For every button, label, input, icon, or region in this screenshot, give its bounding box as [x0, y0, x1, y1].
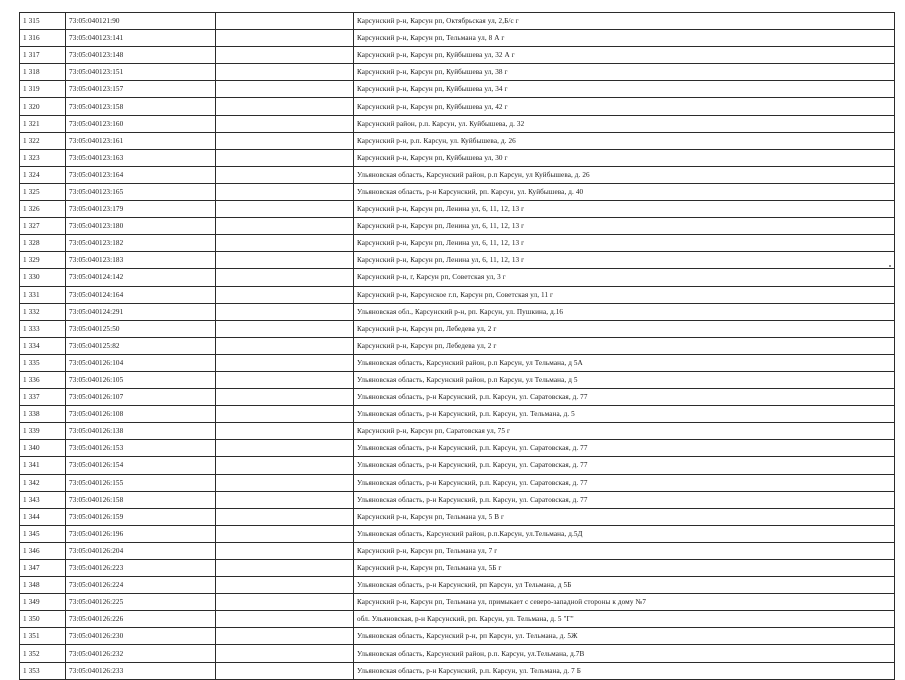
- cadastral-number-cell: 73:05:040123:158: [66, 98, 216, 115]
- table-row: [20, 183, 895, 200]
- address-cell: Ульяновская область, р-н Карсунский, р.п. Карсун, ул. Саратовская, д. 77: [354, 491, 895, 508]
- cadastral-number-cell: 73:05:040123:141: [66, 30, 216, 47]
- address-cell: Карсунский р-н, г, Карсун рп, Советская ул, 3 г: [354, 269, 895, 286]
- cadastral-number-cell: 73:05:040126:104: [66, 354, 216, 371]
- empty-cell: [216, 491, 354, 508]
- cadastral-number-cell: 73:05:040126:233: [66, 662, 216, 679]
- row-number-cell: 1 330: [20, 269, 66, 286]
- empty-cell: [216, 30, 354, 47]
- cadastral-number-cell: 73:05:040126:204: [66, 542, 216, 559]
- table-row: [20, 662, 895, 679]
- address-cell: Ульяновская область, Карсунский район, р.п Карсун, ул Тельмана, д 5: [354, 371, 895, 388]
- table-row: [20, 389, 895, 406]
- table-row: [20, 628, 895, 645]
- empty-cell: [216, 474, 354, 491]
- cadastral-number-cell: 73:05:040123:183: [66, 252, 216, 269]
- address-cell: Карсунский р-н, Карсун рп, Ленина ул, 6, 11, 12, 13 г: [354, 252, 895, 269]
- empty-cell: [216, 389, 354, 406]
- address-cell: Карсунский р-н, Карсун рп, Лебедева ул, 2 г: [354, 337, 895, 354]
- cadastral-number-cell: 73:05:040125:50: [66, 320, 216, 337]
- empty-cell: [216, 252, 354, 269]
- table-row: [20, 594, 895, 611]
- address-cell: Ульяновская область, Карсунский район, р.п. Карсун, ул.Тельмана, д.7В: [354, 645, 895, 662]
- row-number-cell: 1 350: [20, 611, 66, 628]
- address-cell: Карсунский р-н, Карсун рп, Октябрьская ул, 2,Б/с г: [354, 13, 895, 30]
- row-number-cell: 1 351: [20, 628, 66, 645]
- address-cell: Карсунский р-н, Карсун рп, Тельмана ул, 7 г: [354, 542, 895, 559]
- address-cell: Ульяновская область, р-н Карсунский, рп Карсун, ул Тельмана, д 5Б: [354, 577, 895, 594]
- empty-cell: [216, 166, 354, 183]
- table-row: [20, 577, 895, 594]
- row-number-cell: 1 342: [20, 474, 66, 491]
- table-row: [20, 337, 895, 354]
- row-number-cell: 1 344: [20, 508, 66, 525]
- empty-cell: [216, 81, 354, 98]
- row-number-cell: 1 349: [20, 594, 66, 611]
- address-cell: Ульяновская область, Карсунский район, р.п.Карсун, ул.Тельмана, д.5Д: [354, 525, 895, 542]
- address-cell: Карсунский р-н, Карсун рп, Ленина ул, 6, 11, 12, 13 г: [354, 201, 895, 218]
- empty-cell: [216, 508, 354, 525]
- row-number-cell: 1 341: [20, 457, 66, 474]
- table-row: [20, 303, 895, 320]
- row-number-cell: 1 332: [20, 303, 66, 320]
- empty-cell: [216, 423, 354, 440]
- empty-cell: [216, 98, 354, 115]
- row-number-cell: 1 333: [20, 320, 66, 337]
- cadastral-number-cell: 73:05:040126:155: [66, 474, 216, 491]
- table-row: [20, 252, 895, 269]
- table-row: [20, 166, 895, 183]
- address-cell: Ульяновская область, Карсунский р-н, рп Карсун, ул. Тельмана, д. 5Ж: [354, 628, 895, 645]
- cadastral-number-cell: 73:05:040126:153: [66, 440, 216, 457]
- scan-speck: [889, 265, 891, 267]
- cadastral-number-cell: 73:05:040123:148: [66, 47, 216, 64]
- table-row: [20, 508, 895, 525]
- empty-cell: [216, 371, 354, 388]
- row-number-cell: 1 343: [20, 491, 66, 508]
- table-row: [20, 542, 895, 559]
- cadastral-number-cell: 73:05:040123:164: [66, 166, 216, 183]
- table-row: [20, 491, 895, 508]
- row-number-cell: 1 325: [20, 183, 66, 200]
- row-number-cell: 1 339: [20, 423, 66, 440]
- cadastral-number-cell: 73:05:040121:90: [66, 13, 216, 30]
- address-cell: Ульяновская область, р-н Карсунский, р.п. Карсун, ул. Саратовская, д. 77: [354, 389, 895, 406]
- row-number-cell: 1 338: [20, 406, 66, 423]
- empty-cell: [216, 594, 354, 611]
- table-row: [20, 525, 895, 542]
- empty-cell: [216, 645, 354, 662]
- cadastral-number-cell: 73:05:040123:182: [66, 235, 216, 252]
- cadastral-number-cell: 73:05:040123:163: [66, 149, 216, 166]
- empty-cell: [216, 560, 354, 577]
- registry-table-body: [20, 13, 895, 680]
- row-number-cell: 1 319: [20, 81, 66, 98]
- table-row: [20, 132, 895, 149]
- address-cell: Ульяновская область, р-н Карсунский, рп. Карсун, ул. Куйбышева, д. 40: [354, 183, 895, 200]
- address-cell: Карсунский р-н, Карсун рп, Ленина ул, 6, 11, 12, 13 г: [354, 235, 895, 252]
- address-cell: Ульяновская область, Карсунский район, р.п Карсун, ул Куйбышева, д. 26: [354, 166, 895, 183]
- empty-cell: [216, 115, 354, 132]
- table-row: [20, 423, 895, 440]
- empty-cell: [216, 628, 354, 645]
- address-cell: Ульяновская область, р-н Карсунский, р.п. Карсун, ул. Саратовская, д. 77: [354, 440, 895, 457]
- table-row: [20, 440, 895, 457]
- address-cell: обл. Ульяновская, р-н Карсунский, рп. Карсун, ул. Тельмана, д. 5 "Г": [354, 611, 895, 628]
- cadastral-number-cell: 73:05:040126:224: [66, 577, 216, 594]
- table-row: [20, 286, 895, 303]
- empty-cell: [216, 13, 354, 30]
- empty-cell: [216, 542, 354, 559]
- empty-cell: [216, 525, 354, 542]
- table-row: [20, 98, 895, 115]
- table-row: [20, 560, 895, 577]
- address-cell: Карсунский р-н, Карсун рп, Саратовская ул, 75 г: [354, 423, 895, 440]
- table-row: [20, 47, 895, 64]
- document-page: [19, 12, 895, 680]
- table-row: [20, 201, 895, 218]
- row-number-cell: 1 337: [20, 389, 66, 406]
- row-number-cell: 1 322: [20, 132, 66, 149]
- empty-cell: [216, 337, 354, 354]
- empty-cell: [216, 201, 354, 218]
- empty-cell: [216, 286, 354, 303]
- empty-cell: [216, 440, 354, 457]
- cadastral-number-cell: 73:05:040126:196: [66, 525, 216, 542]
- row-number-cell: 1 329: [20, 252, 66, 269]
- row-number-cell: 1 347: [20, 560, 66, 577]
- address-cell: Ульяновская область, р-н Карсунский, р.п. Карсун, ул. Саратовская, д. 77: [354, 474, 895, 491]
- cadastral-number-cell: 73:05:040123:157: [66, 81, 216, 98]
- address-cell: Карсунский р-н, р.п. Карсун, ул. Куйбышева, д. 26: [354, 132, 895, 149]
- row-number-cell: 1 345: [20, 525, 66, 542]
- cadastral-number-cell: 73:05:040126:105: [66, 371, 216, 388]
- table-row: [20, 64, 895, 81]
- address-cell: Карсунский р-н, Карсун рп, Тельмана ул, 5Б г: [354, 560, 895, 577]
- row-number-cell: 1 320: [20, 98, 66, 115]
- cadastral-number-cell: 73:05:040123:180: [66, 218, 216, 235]
- empty-cell: [216, 183, 354, 200]
- empty-cell: [216, 662, 354, 679]
- row-number-cell: 1 318: [20, 64, 66, 81]
- address-cell: Карсунский р-н, Карсун рп, Куйбышева ул, 30 г: [354, 149, 895, 166]
- row-number-cell: 1 324: [20, 166, 66, 183]
- empty-cell: [216, 149, 354, 166]
- row-number-cell: 1 328: [20, 235, 66, 252]
- row-number-cell: 1 336: [20, 371, 66, 388]
- cadastral-number-cell: 73:05:040124:164: [66, 286, 216, 303]
- cadastral-number-cell: 73:05:040123:161: [66, 132, 216, 149]
- row-number-cell: 1 315: [20, 13, 66, 30]
- row-number-cell: 1 323: [20, 149, 66, 166]
- address-cell: Карсунский р-н, Карсун рп, Тельмана ул, примыкает с северо-западной стороны к дому №7: [354, 594, 895, 611]
- empty-cell: [216, 611, 354, 628]
- empty-cell: [216, 132, 354, 149]
- cadastral-number-cell: 73:05:040124:142: [66, 269, 216, 286]
- cadastral-number-cell: 73:05:040126:159: [66, 508, 216, 525]
- cadastral-number-cell: 73:05:040125:82: [66, 337, 216, 354]
- empty-cell: [216, 218, 354, 235]
- empty-cell: [216, 64, 354, 81]
- row-number-cell: 1 335: [20, 354, 66, 371]
- row-number-cell: 1 346: [20, 542, 66, 559]
- cadastral-number-cell: 73:05:040124:291: [66, 303, 216, 320]
- cadastral-number-cell: 73:05:040123:160: [66, 115, 216, 132]
- empty-cell: [216, 47, 354, 64]
- address-cell: Карсунский р-н, Карсун рп, Лебедева ул, 2 г: [354, 320, 895, 337]
- cadastral-number-cell: 73:05:040126:158: [66, 491, 216, 508]
- cadastral-number-cell: 73:05:040126:138: [66, 423, 216, 440]
- address-cell: Ульяновская область, Карсунский район, р.п Карсун, ул Тельмана, д 5А: [354, 354, 895, 371]
- address-cell: Ульяновская область, р-н Карсунский, р.п. Карсун, ул. Тельмана, д. 5: [354, 406, 895, 423]
- registry-table: [19, 12, 895, 680]
- cadastral-number-cell: 73:05:040123:179: [66, 201, 216, 218]
- cadastral-number-cell: 73:05:040126:108: [66, 406, 216, 423]
- cadastral-number-cell: 73:05:040126:230: [66, 628, 216, 645]
- address-cell: Карсунский р-н, Карсун рп, Ленина ул, 6, 11, 12, 13 г: [354, 218, 895, 235]
- address-cell: Карсунский р-н, Карсунское г.п, Карсун рп, Советская ул, 11 г: [354, 286, 895, 303]
- table-row: [20, 269, 895, 286]
- table-row: [20, 371, 895, 388]
- empty-cell: [216, 320, 354, 337]
- address-cell: Ульяновская обл., Карсунский р-н, рп. Карсун, ул. Пушкина, д.16: [354, 303, 895, 320]
- row-number-cell: 1 348: [20, 577, 66, 594]
- table-row: [20, 81, 895, 98]
- table-row: [20, 320, 895, 337]
- cadastral-number-cell: 73:05:040126:232: [66, 645, 216, 662]
- table-row: [20, 235, 895, 252]
- table-row: [20, 218, 895, 235]
- row-number-cell: 1 352: [20, 645, 66, 662]
- cadastral-number-cell: 73:05:040126:225: [66, 594, 216, 611]
- empty-cell: [216, 303, 354, 320]
- cadastral-number-cell: 73:05:040126:107: [66, 389, 216, 406]
- row-number-cell: 1 327: [20, 218, 66, 235]
- empty-cell: [216, 577, 354, 594]
- table-row: [20, 457, 895, 474]
- table-row: [20, 645, 895, 662]
- cadastral-number-cell: 73:05:040123:165: [66, 183, 216, 200]
- table-row: [20, 115, 895, 132]
- address-cell: Карсунский р-н, Карсун рп, Куйбышева ул, 38 г: [354, 64, 895, 81]
- empty-cell: [216, 457, 354, 474]
- empty-cell: [216, 235, 354, 252]
- address-cell: Карсунский р-н, Карсун рп, Тельмана ул, 5 В г: [354, 508, 895, 525]
- address-cell: Карсунский р-н, Карсун рп, Куйбышева ул, 32 А г: [354, 47, 895, 64]
- address-cell: Карсунский р-н, Карсун рп, Куйбышева ул, 42 г: [354, 98, 895, 115]
- cadastral-number-cell: 73:05:040123:151: [66, 64, 216, 81]
- row-number-cell: 1 316: [20, 30, 66, 47]
- table-row: [20, 354, 895, 371]
- row-number-cell: 1 317: [20, 47, 66, 64]
- row-number-cell: 1 321: [20, 115, 66, 132]
- cadastral-number-cell: 73:05:040126:154: [66, 457, 216, 474]
- table-row: [20, 30, 895, 47]
- address-cell: Карсунский р-н, Карсун рп, Куйбышева ул, 34 г: [354, 81, 895, 98]
- row-number-cell: 1 334: [20, 337, 66, 354]
- table-row: [20, 474, 895, 491]
- address-cell: Карсунский р-н, Карсун рп, Тельмана ул, 8 А г: [354, 30, 895, 47]
- empty-cell: [216, 354, 354, 371]
- table-row: [20, 611, 895, 628]
- row-number-cell: 1 331: [20, 286, 66, 303]
- address-cell: Карсунский район, р.п. Карсун, ул. Куйбышева, д. 32: [354, 115, 895, 132]
- cadastral-number-cell: 73:05:040126:226: [66, 611, 216, 628]
- empty-cell: [216, 269, 354, 286]
- table-row: [20, 406, 895, 423]
- table-row: [20, 149, 895, 166]
- empty-cell: [216, 406, 354, 423]
- cadastral-number-cell: 73:05:040126:223: [66, 560, 216, 577]
- row-number-cell: 1 353: [20, 662, 66, 679]
- address-cell: Ульяновская область, р-н Карсунский, р.п. Карсун, ул. Саратовская, д. 77: [354, 457, 895, 474]
- table-row: [20, 13, 895, 30]
- address-cell: Ульяновская область, р-н Карсунский, р.п. Карсун, ул. Тельмана, д. 7 Б: [354, 662, 895, 679]
- row-number-cell: 1 326: [20, 201, 66, 218]
- row-number-cell: 1 340: [20, 440, 66, 457]
